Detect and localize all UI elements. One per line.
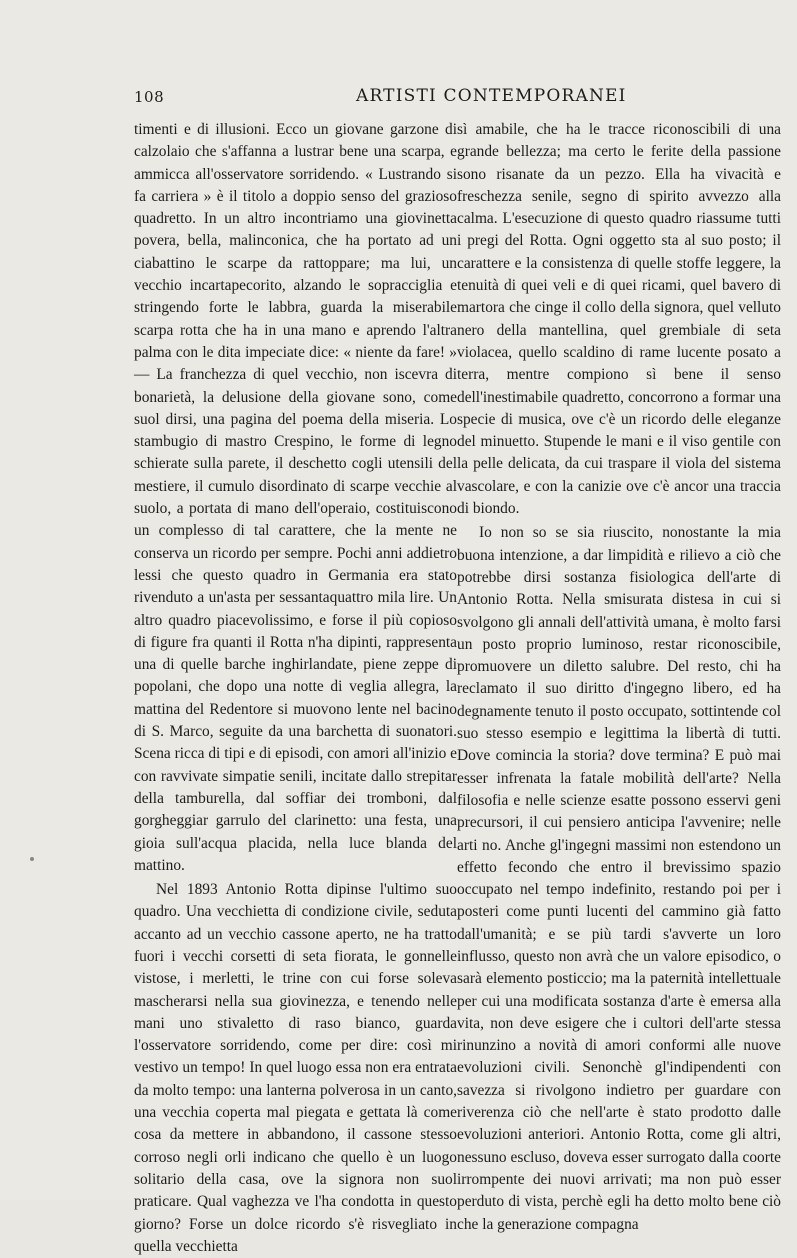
left-paragraph-1: timenti e di illusioni. Ecco un giovane garzone di calzolaio che s'affanna a lustrar bene una scarpa, e ammicca all'osservatore sorridendo. « Lustrando si fa carriera » è il titolo a doppio senso del grazioso quadretto. In un altro incontriamo una giovinetta povera, bella, malinconica, che ha portato ad un ciabattino le scarpe da rattoppare; ma lui, un vecchio incartapecorito, alzando le sopracciglia e stringendo forte le labbra, guarda la miserabile scarpa rotta che ha in una mano e aprendo l'altra palma con le dita impeciate dice: « niente da fare! » — La franchezza di quel vecchio, non iscevra di bonarietà, la delusione della giovane sono, come suol dirsi, una pagina del poema della miseria. Lo stambugio di mastro Crespino, le forme di legno schierate sulla parete, il deschetto cogli utensili del mestiere, il cumulo disordinato di scarpe vecchie al suolo, a portata di mano dell'operaio, costituiscono un complesso di tal carattere, che la mente ne conserva un ricordo per sempre. Pochi anni addietro lessi che questo quadro in Germania era stato rivenduto a un'asta per sessantaquattro mila lire. Un altro quadro piacevolissimo, e forse il più copioso di figure fra quanti il Rotta n'ha dipinti, rappresenta una di quelle barche inghirlandate, piene zeppe di popolani, che dopo una notte di veglia allegra, la mattina del Redentore si muovono lente nel bacino di S. Marco, seguite da una barchetta di suonatori. Scena ricca di tipi e di episodi, con amori all'inizio e con ravvivate simpatie senili, incitate dallo strepitar della tamburella, dal soffiar dei tromboni, dal gorgheggiar garrulo del clarinetto: una festa, una gioia sull'acqua placida, nella luce blanda del mattino. (134, 121, 457, 874)
running-title: ARTISTI CONTEMPORANEI (356, 86, 627, 106)
left-paragraph-2: Nel 1893 Antonio Rotta dipinse l'ultimo suo quadro. Una vecchietta di condizione civile, seduta accanto ad un vecchio cassone aperto, ne ha tratto fuori i vecchi corsetti di seta fiorata, le gonnelle vistose, i merletti, le trine con cui forse soleva mascherarsi nella sua giovinezza, e tenendo nelle mani uno stivaletto di raso bianco, guarda l'osservatore sorridendo, come per dire: così mi vestivo un tempo! In quel luogo essa non era entrata da molto tempo: una lanterna polverosa in un canto, una vecchia coperta mal piegata e gettata là come cosa da mettere in abbandono, il cassone stesso corroso negli orli indicano che quello è un luogo solitario della casa, ove la signora non suol praticare. Qual vaghezza ve l'ha condotta in questo giorno? Forse un dolce ricordo s'è risvegliato in quella vecchietta (134, 881, 457, 1255)
right-paragraph-2: Io non so se sia riuscito, nonostante la mia buona intenzione, a dar limpidità e rilievo a ciò che potrebbe dirsi sostanza fisiologica dell'arte di Antonio Rotta. Nella smisurata distesa in cui si svolgono gli annali dell'attività umana, è molto farsi un posto proprio luminoso, restar riconoscibile, promuovere un diletto salubre. Del resto, chi ha reclamato il suo diritto d'ingegno libero, ed ha degnamente tenuto il posto occupato, sottintende col suo stesso esempio e legittima la libertà di tutti. Dove comincia la storia? dove termina? E può mai esser infrenata la fatale mobilità dell'arte? Nella filosofia e nelle scienze esatte possono esservi geni precursori, il cui pensiero anticipa l'avvenire; nelle arti no. Anche gl'ingegni massimi non estendono un effetto fecondo che entro il brevissimo spazio occupato nel tempo indefinito, restando poi per i posteri come punti lucenti del cammino già fatto dall'umanità; e se più tardi s'avverte un loro influsso, questo non avrà che un valore episodico, o sarà elemento posticcio; ma la paternità intellettuale per cui una modificata sostanza d'arte è emersa alla vita, non deve esigere che i cultori dell'arte stessa rinunzino a novità di amori conformi alle nuove evoluzioni civili. Senonchè gl'indipendenti con savezza si rivolgono indietro per guardare con riverenza ciò che nell'arte è stato prodotto dalle evoluzioni anteriori. Antonio Rotta, come gli altri, nessuno escluso, doveva esser surrogato dalla coorte irrompente dei nuovi arrivati; ma non può esser perduto di vista, perchè egli ha detto molto bene ciò che la generazione compagna (457, 524, 781, 1233)
right-column (457, 119, 781, 1236)
left-column (134, 119, 457, 1258)
page-number: 108 (134, 88, 165, 106)
margin-speck (30, 857, 34, 861)
right-paragraph-1: sì amabile, che ha le tracce riconoscibili di una grande bellezza; ma certo le ferite della passione sono risanate da un pezzo. Ella ha vivacità e freschezza senile, segno di spirito avvezzo alla calma. L'esecuzione di questo quadro riassume tutti i pregi del Rotta. Ogni oggetto sta al suo posto; il carattere e la consistenza di quelle stoffe leggere, la tenuità di quei veli e di quei ricami, quel bavero di martora che cinge il collo della signora, quel velluto nero della mantellina, quel grembiale di seta violacea, quello scaldino di rame lucente posato a terra, mentre compiono sì bene il senso dell'inestimabile quadretto, concorrono a formar una specie di musica, ove c'è un ricordo delle eleganze del minuetto. Stupende le mani e il viso gentile con la pelle delicata, da cui traspare il viola del sistema vascolare, e con la canizie ove c'è ancor una traccia di biondo. (457, 121, 781, 518)
